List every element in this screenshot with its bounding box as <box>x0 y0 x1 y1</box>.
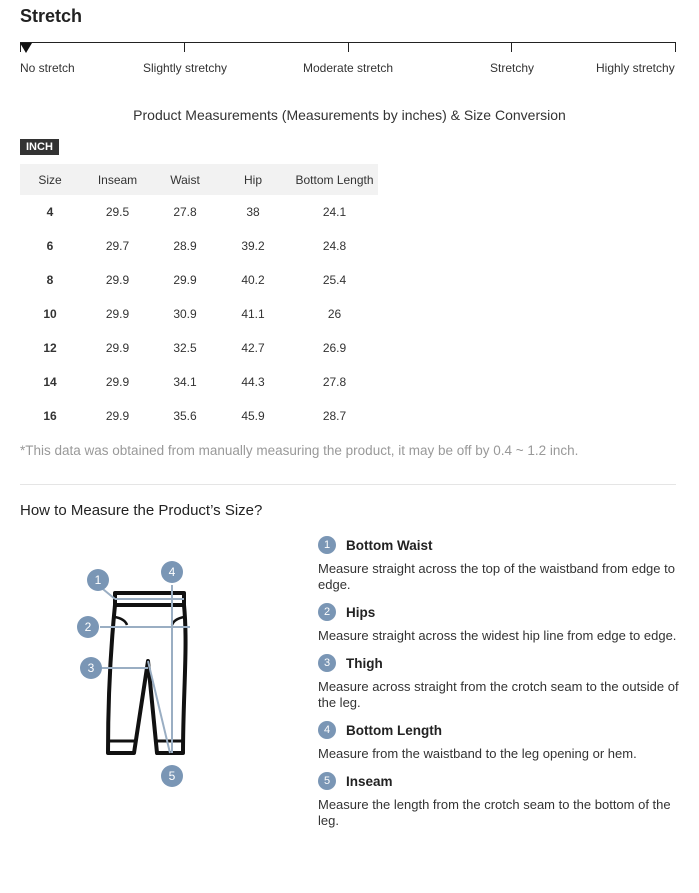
size-cell: 8 <box>46 273 54 287</box>
waist-cell: 28.9 <box>173 239 197 253</box>
instruction-item <box>318 721 680 762</box>
hip-cell: 40.2 <box>241 273 265 287</box>
waist-cell: 27.8 <box>173 205 197 219</box>
waist-cell: 34.1 <box>173 375 197 389</box>
table-row <box>20 399 378 433</box>
stretch-level-marker-icon <box>20 43 32 53</box>
instruction-item <box>318 603 680 644</box>
measurement-point-4-icon <box>161 561 183 583</box>
bottom-length-cell: 27.8 <box>322 375 347 389</box>
pants-outline-icon <box>108 593 186 753</box>
table-row <box>20 331 378 365</box>
column-header-size: Size <box>20 164 80 195</box>
column-header-bottom-length: Bottom Length <box>291 164 378 195</box>
instruction-description: Measure straight across the widest hip line from edge to edge. <box>318 628 677 643</box>
bottom-length-cell: 26 <box>327 307 342 321</box>
instruction-title: Hips <box>346 604 376 620</box>
measurement-point-5-icon <box>161 765 183 787</box>
stretch-label-slightly-stretchy: Slightly stretchy <box>143 61 228 75</box>
number-badge-icon: 3 <box>318 654 336 672</box>
instruction-description: Measure the length from the crotch seam to the bottom of the leg. <box>318 797 671 828</box>
waist-cell: 32.5 <box>173 341 197 355</box>
inseam-cell: 29.9 <box>105 307 130 321</box>
table-row <box>20 263 378 297</box>
svg-text:4: 4 <box>168 565 176 579</box>
table-row <box>20 297 378 331</box>
inseam-cell: 29.9 <box>105 409 130 423</box>
stretch-tick <box>348 42 349 52</box>
stretch-label-highly-stretchy: Highly stretchy <box>596 61 675 75</box>
section-divider <box>20 484 676 485</box>
bottom-length-cell: 28.7 <box>322 409 347 423</box>
instruction-description: Measure across straight from the crotch seam to the outside of the leg. <box>318 679 679 710</box>
instruction-description: Measure from the waistband to the leg opening or hem. <box>318 746 637 761</box>
hip-cell: 38 <box>246 205 260 219</box>
column-header-waist: Waist <box>155 164 215 195</box>
size-cell: 6 <box>46 239 54 253</box>
hip-cell: 45.9 <box>241 409 265 423</box>
size-cell: 10 <box>43 307 57 321</box>
measurement-disclaimer: *This data was obtained from manually measuring the product, it may be off by 0.4 ~ 1.2 inch. <box>20 443 579 458</box>
measurement-point-2-icon <box>77 616 99 638</box>
instruction-title: Bottom Waist <box>346 537 433 553</box>
stretch-title: Stretch <box>20 6 83 26</box>
size-cell: 14 <box>43 375 57 389</box>
bottom-length-cell: 24.1 <box>322 205 347 219</box>
svg-text:2: 2 <box>84 620 92 634</box>
table-header-row <box>20 164 378 195</box>
inseam-cell: 29.7 <box>105 239 130 253</box>
hip-cell: 42.7 <box>241 341 265 355</box>
instruction-title: Inseam <box>346 773 393 789</box>
instruction-title: Bottom Length <box>346 722 442 738</box>
bottom-length-cell: 25.4 <box>322 273 347 287</box>
size-cell: 16 <box>43 409 57 423</box>
bottom-length-cell: 26.9 <box>322 341 347 355</box>
measurements-title: Product Measurements (Measurements by inches) & Size Conversion <box>133 107 566 123</box>
svg-text:3: 3 <box>87 661 95 675</box>
size-cell: 12 <box>43 341 57 355</box>
column-header-hip: Hip <box>215 164 291 195</box>
bottom-length-cell: 24.8 <box>322 239 347 253</box>
hip-cell: 44.3 <box>241 375 265 389</box>
instruction-title: Thigh <box>346 655 383 671</box>
inseam-cell: 29.9 <box>105 375 130 389</box>
measurement-point-3-icon <box>80 657 102 679</box>
stretch-tick <box>511 42 512 52</box>
number-badge-icon: 4 <box>318 721 336 739</box>
waist-cell: 29.9 <box>173 273 197 287</box>
stretch-tick <box>184 42 185 52</box>
number-badge-icon: 5 <box>318 772 336 790</box>
inseam-cell: 29.5 <box>105 205 130 219</box>
measurement-guides <box>98 585 190 753</box>
number-badge-icon: 1 <box>318 536 336 554</box>
how-to-measure-title: How to Measure the Product’s Size? <box>20 502 263 519</box>
instruction-item <box>318 654 680 711</box>
number-badge-icon: 2 <box>318 603 336 621</box>
stretch-label-stretchy: Stretchy <box>490 61 535 75</box>
instruction-item <box>318 772 680 829</box>
unit-tab-inch[interactable]: INCH <box>20 139 59 155</box>
size-table <box>20 164 378 433</box>
table-row <box>20 195 378 229</box>
column-header-inseam: Inseam <box>80 164 155 195</box>
instruction-description: Measure straight across the top of the waistband from edge to edge. <box>318 561 675 592</box>
measurement-point-1-icon <box>87 569 109 591</box>
waist-cell: 30.9 <box>173 307 197 321</box>
instruction-item <box>318 536 680 593</box>
stretch-label-moderate-stretch: Moderate stretch <box>303 61 394 75</box>
inseam-cell: 29.9 <box>105 273 130 287</box>
svg-text:1: 1 <box>94 573 102 587</box>
table-row <box>20 229 378 263</box>
stretch-tick <box>675 42 676 52</box>
inseam-cell: 29.9 <box>105 341 130 355</box>
size-cell: 4 <box>46 205 54 219</box>
waist-cell: 35.6 <box>173 409 197 423</box>
hip-cell: 41.1 <box>241 307 265 321</box>
table-row <box>20 365 378 399</box>
svg-text:5: 5 <box>168 769 176 783</box>
stretch-label-no-stretch: No stretch <box>20 61 75 75</box>
pants-measurement-diagram <box>70 555 220 795</box>
measurement-instructions <box>318 536 680 839</box>
hip-cell: 39.2 <box>241 239 265 253</box>
